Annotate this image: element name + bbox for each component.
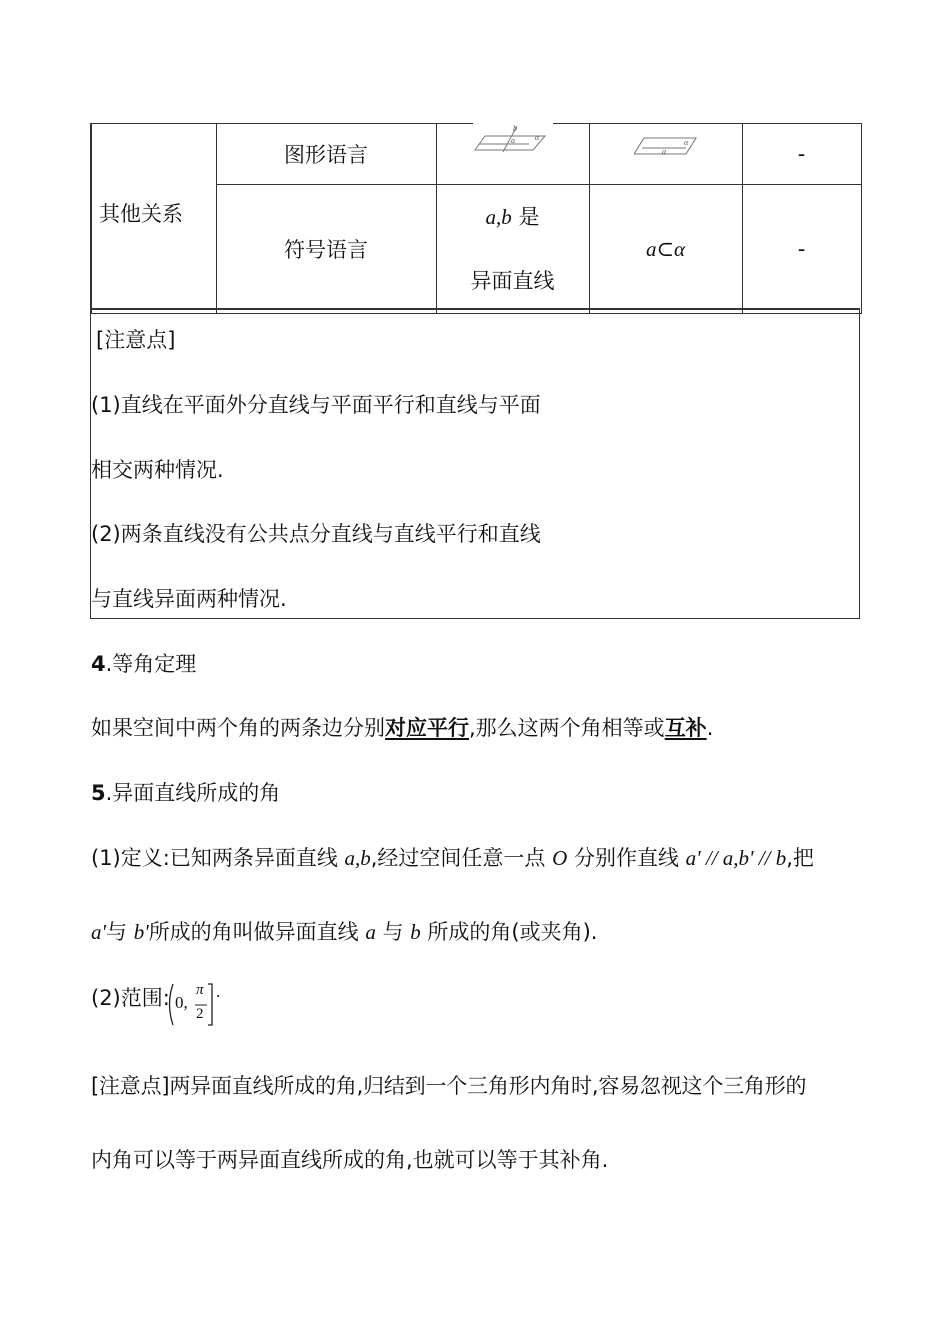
section-5-number: 5 xyxy=(91,781,106,805)
def-point-o: O xyxy=(552,846,568,870)
note-box-line-4: 与直线异面两种情况. xyxy=(91,587,287,611)
def2-b: b xyxy=(410,920,421,944)
range-pi: π xyxy=(196,982,204,998)
symbol-language-cell xyxy=(216,185,436,314)
dash-cell-2 xyxy=(742,185,861,314)
relations-table xyxy=(90,123,862,314)
in-plane-figure xyxy=(634,134,698,160)
definition-line-2 xyxy=(91,916,597,946)
section-5-heading xyxy=(91,777,280,807)
skew-lines-symbol-cell xyxy=(436,185,589,314)
fig-label-a: a xyxy=(510,136,515,145)
answer-corresponding-parallel: 对应平行 xyxy=(385,716,469,740)
note-box-line-3: (2)两条直线没有公共点分直线与直线平行和直线 xyxy=(91,522,541,546)
def-parallel-math: a' // a,b' // b xyxy=(685,846,787,870)
section-4-heading xyxy=(91,648,196,678)
range-interval xyxy=(164,980,224,1030)
section-4-text xyxy=(91,712,713,742)
section-4-text-b: ,那么这两个角相等或 xyxy=(469,716,665,740)
note-box-line-1: (1)直线在平面外分直线与平面平行和直线与平面 xyxy=(91,393,541,417)
section-4-text-c: . xyxy=(706,716,714,740)
note-line-1: [注意点]两异面直线所成的角,归结到一个三角形内角时,容易忽视这个三角形的 xyxy=(91,1074,807,1098)
def-text-a: (1)定义:已知两条异面直线 xyxy=(91,846,345,870)
def-text-b: ,经过空间任意一点 xyxy=(370,846,553,870)
skew-lines-figure-cell xyxy=(436,124,589,185)
note-line-2: 内角可以等于两异面直线所成的角,也就可以等于其补角. xyxy=(91,1148,609,1172)
skew-vars: a,b xyxy=(485,205,512,229)
def-vars-ab: a,b xyxy=(344,846,371,870)
range-period: . xyxy=(216,982,221,1001)
fig2-label-a: a xyxy=(661,147,666,156)
range-line xyxy=(91,982,170,1012)
def2-b-prime: b' xyxy=(133,920,149,944)
fig-label-b: b xyxy=(512,124,517,133)
in-plane-symbol-cell xyxy=(589,185,742,314)
def2-a: a xyxy=(365,920,376,944)
in-plane-symbol: a⊂α xyxy=(645,236,686,261)
fig-label-alpha: α xyxy=(534,133,539,142)
fig2-label-alpha: α xyxy=(683,138,688,147)
range-zero: 0, xyxy=(175,993,188,1012)
note-box-line-2: 相交两种情况. xyxy=(91,458,224,482)
section-4-number: 4 xyxy=(91,652,106,676)
range-two: 2 xyxy=(196,1006,204,1022)
def2-text-e: 所成的角(或夹角). xyxy=(420,920,598,944)
def-text-c: 分别作直线 xyxy=(567,846,686,870)
note-box-title: [注意点] xyxy=(96,328,176,352)
def2-text-b: 与 xyxy=(106,920,134,944)
dash-1: - xyxy=(797,142,806,166)
skew-is: 是 xyxy=(511,205,540,229)
def2-text-d: 与 xyxy=(375,920,411,944)
other-relations-label: 其他关系 xyxy=(99,202,183,226)
dash-cell-1 xyxy=(742,124,861,185)
section-4-title: .等角定理 xyxy=(105,652,197,676)
answer-supplementary: 互补 xyxy=(664,716,707,740)
definition-line-1 xyxy=(91,842,814,872)
figure-language-cell xyxy=(216,124,436,185)
note-box xyxy=(90,308,860,619)
skew-lines-text: 异面直线 xyxy=(470,269,555,293)
section-4-text-a: 如果空间中两个角的两条边分别 xyxy=(91,716,385,740)
symbol-language-label: 符号语言 xyxy=(284,238,368,262)
def-text-d: ,把 xyxy=(786,846,814,870)
interval-brackets xyxy=(164,980,224,1030)
skew-lines-figure xyxy=(473,122,553,162)
in-plane-figure-cell xyxy=(589,124,742,185)
other-relations-cell xyxy=(91,124,216,314)
range-label: (2)范围: xyxy=(91,986,170,1010)
figure-language-label: 图形语言 xyxy=(284,143,368,167)
section-5-title: .异面直线所成的角 xyxy=(105,781,281,805)
def2-a-prime: a' xyxy=(91,920,106,944)
def2-text-c: 所成的角叫做异面直线 xyxy=(148,920,366,944)
dash-2: - xyxy=(797,237,806,261)
